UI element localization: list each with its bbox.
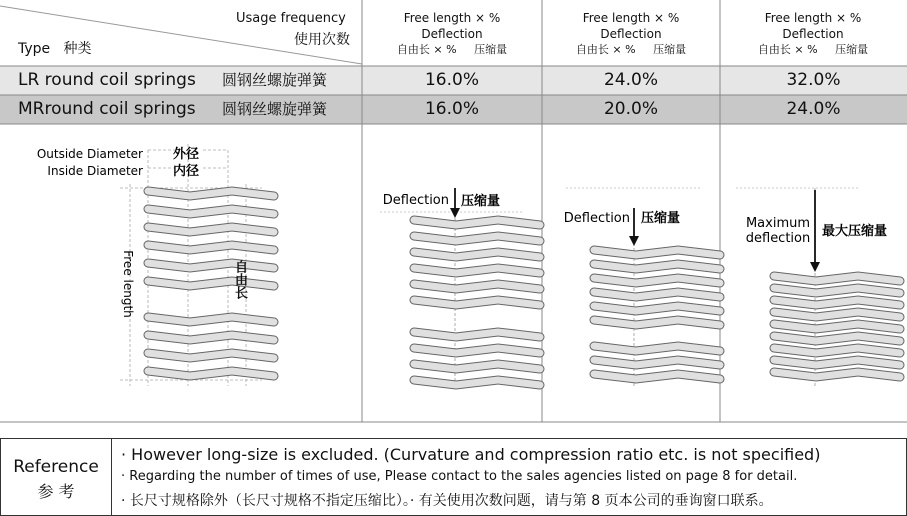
max-deflection-label-cn: 最大压缩量	[822, 224, 888, 239]
col-header-line3a: 自由长 × %	[575, 43, 636, 56]
free-length-label-cn: 自由长	[232, 260, 247, 299]
type-label-cn: 种类	[63, 41, 92, 57]
row-value-1: 16.0%	[424, 99, 479, 119]
col-header-line3b: 压缩量	[835, 43, 869, 56]
table-row-mr	[0, 95, 907, 124]
spring-diagrams	[0, 124, 907, 422]
outside-diameter-label-cn: 外径	[172, 147, 200, 162]
type-label	[18, 38, 92, 58]
row-value-3: 32.0%	[786, 70, 841, 90]
row-value-2: 24.0%	[603, 70, 658, 90]
free-length-label-cn-box	[232, 260, 254, 320]
column-header-1	[362, 10, 542, 58]
table-row-lr	[0, 66, 907, 95]
deflection-label-cn: 压缩量	[641, 211, 681, 226]
reference-line-1: · However long-size is excluded. (Curvature and compression ratio etc. is not specified)	[121, 445, 821, 464]
outside-diameter-label: Outside Diameter	[36, 147, 143, 161]
column-header-3	[720, 10, 906, 58]
row-value-3: 24.0%	[786, 99, 841, 119]
deflection-label: Deflection	[382, 193, 449, 208]
reference-label	[1, 439, 112, 515]
row-type-cn: 圆钢丝螺旋弹簧	[222, 100, 328, 118]
row-value-2: 20.0%	[603, 99, 658, 119]
col-header-line2: Deflection	[421, 27, 483, 41]
inside-diameter-label: Inside Diameter	[47, 164, 143, 178]
spring-diagram-col1	[380, 188, 540, 385]
col-header-line2: Deflection	[782, 27, 844, 41]
col-header-line1: Free length × %	[764, 11, 862, 25]
col-header-line3b: 压缩量	[474, 43, 508, 56]
max-deflection-label-1: Maximum	[745, 216, 811, 231]
row-value-1: 16.0%	[424, 70, 479, 90]
max-deflection-label-2: deflection	[745, 231, 811, 246]
row-type-en: LR round coil springs	[18, 70, 196, 90]
col-header-line3b: 压缩量	[653, 43, 687, 56]
spring-diagram-col2	[564, 188, 720, 386]
row-type-en: MRround coil springs	[18, 99, 196, 119]
spring-diagram-col3	[736, 188, 900, 386]
row-type-cn: 圆钢丝螺旋弹簧	[222, 71, 328, 89]
inside-diameter-label-cn: 内径	[172, 164, 200, 179]
deflection-label: Deflection	[563, 211, 630, 226]
deflection-label-cn: 压缩量	[461, 194, 501, 209]
reference-line-3: · 长尺寸规格除外（长尺寸规格不指定压缩比）。· 有关使用次数问题，请与第 8 页本公司的垂询窗口联系。	[121, 493, 773, 509]
col-header-line1: Free length × %	[403, 11, 501, 25]
reference-box	[0, 438, 907, 516]
column-header-2	[542, 10, 720, 58]
usage-frequency-label-cn: 使用次数	[294, 32, 350, 48]
type-label-en: Type	[18, 41, 51, 57]
reference-label-cn: 参 考	[37, 482, 75, 501]
col-header-line2: Deflection	[600, 27, 662, 41]
col-header-line1: Free length × %	[582, 11, 680, 25]
col-header-line3a: 自由长 × %	[757, 43, 818, 56]
free-length-label: Free length	[121, 250, 135, 318]
reference-line-2: · Regarding the number of times of use, Please contact to the sales agencies listed on page 8 for detail.	[121, 469, 798, 484]
usage-frequency-label: Usage frequency	[236, 11, 346, 26]
col-header-line3a: 自由长 × %	[396, 43, 457, 56]
reference-label-en: Reference	[13, 457, 99, 477]
